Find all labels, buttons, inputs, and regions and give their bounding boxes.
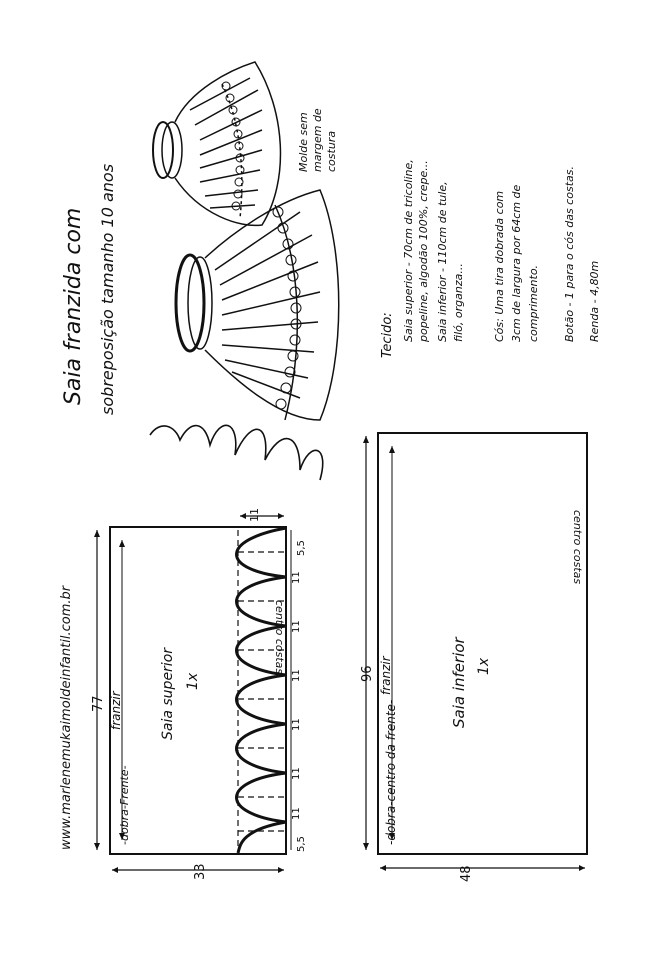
lower-skirt-name: Saia inferior: [450, 637, 468, 728]
upper-edge-bottom: 5,5: [296, 836, 307, 852]
materials-list: [380, 159, 601, 358]
upper-segment-3: 11: [291, 669, 302, 682]
title-line2: sobreposição tamanho 10 anos: [98, 163, 117, 415]
materials-line-8: Botão - 1 para o cós das costas.: [563, 166, 576, 342]
upper-segment-5: 11: [291, 767, 302, 780]
upper-segment-4: 11: [291, 718, 302, 731]
lower-fold-label: -dobra-centro da frente-: [384, 699, 398, 845]
upper-segment-2: 11: [291, 620, 302, 633]
upper-length: 77: [91, 695, 106, 712]
upper-back-label: centro costas: [273, 600, 286, 675]
materials-line-0: Tecido:: [380, 312, 395, 358]
website-url: www.marlenemukaimoldeinfantil.com.br: [59, 585, 74, 850]
upper-fold-label: -dobra-Frente-: [118, 765, 131, 845]
signature: [150, 425, 323, 480]
materials-line-9: Renda - 4,80m: [588, 260, 601, 342]
materials-line-3: Saia inferior - 110cm de tule,: [436, 181, 449, 342]
lower-skirt-qty: 1x: [476, 657, 492, 675]
upper-skirt-scallop: [237, 528, 287, 853]
upper-segment-1: 11: [291, 571, 302, 584]
upper-edge-top: 5,5: [296, 540, 307, 556]
materials-line-7: comprimento.: [527, 264, 540, 342]
materials-line-1: Saia superior - 70cm de tricoline,: [402, 159, 415, 342]
upper-segment-6: 11: [291, 807, 302, 820]
lower-width: 48: [459, 865, 474, 882]
upper-scallop-width: 11: [248, 508, 261, 522]
note-line2: margem de: [311, 108, 324, 172]
lower-skirt-outline: [378, 433, 587, 854]
note-line3: costura: [325, 130, 338, 172]
lower-back-label: centro costas: [571, 510, 584, 585]
upper-gather-label: franzir: [109, 691, 123, 730]
note-line1: Molde sem: [297, 112, 310, 172]
pattern-note: [297, 108, 338, 172]
lower-length: 96: [360, 665, 375, 682]
upper-skirt-name: Saia superior: [160, 647, 176, 740]
lower-gather-label: franzir: [379, 656, 393, 695]
title-line1: Saia franzida com: [61, 207, 86, 405]
materials-line-4: filó, organza...: [452, 263, 465, 342]
upper-segment-labels: [291, 571, 302, 820]
materials-line-5: Cós: Uma tira dobrada com: [493, 190, 506, 342]
upper-width: 33: [193, 863, 208, 880]
upper-skirt-qty: 1x: [185, 672, 201, 690]
materials-line-2: popeline, algodão 100%, crepe...: [417, 160, 430, 342]
materials-line-6: 3cm de largura por 64cm de: [510, 184, 523, 342]
